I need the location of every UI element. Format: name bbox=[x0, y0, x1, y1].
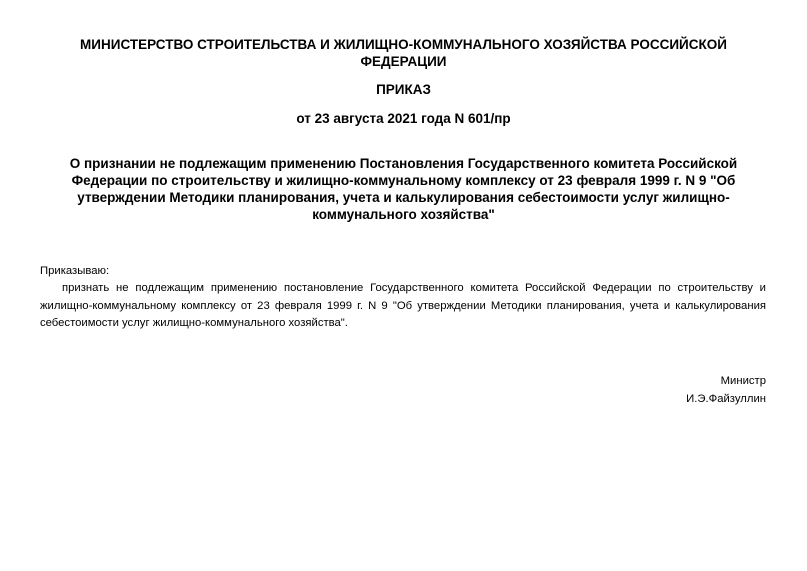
ministry-heading: МИНИСТЕРСТВО СТРОИТЕЛЬСТВА И ЖИЛИЩНО-КОММУНАЛЬНОГО ХОЗЯЙСТВА РОССИЙСКОЙ ФЕДЕРАЦИИ bbox=[80, 37, 727, 69]
document-title: О признании не подлежащим применению Постановления Государственного комитета Российской Федерации по строительству и жилищно-коммунальному комплексу от 23 февраля 1999 г. N 9 "Об утверждении Методики планирования, учета и калькулирования себестоимости услуг жилищно-коммунального хозяйства" bbox=[69, 156, 738, 222]
order-intro: Приказываю: bbox=[40, 265, 110, 277]
order-paragraph: признать не подлежащим применению постановление Государственного комитета Российской Федерации по строительству и жилищно-коммунальному комплексу от 23 февраля 1999 г. N 9 "Об утверждении Методики планирования, учета и калькулирования себестоимости услуг жилищно-коммунального хозяйства". bbox=[40, 282, 766, 329]
signatory-name: И.Э.Файзуллин bbox=[686, 393, 766, 405]
document-type-heading: ПРИКАЗ bbox=[376, 82, 431, 97]
document-date-number: от 23 августа 2021 года N 601/пр bbox=[296, 111, 511, 126]
signature-block bbox=[686, 372, 766, 408]
signatory-position: Министр bbox=[720, 375, 766, 387]
